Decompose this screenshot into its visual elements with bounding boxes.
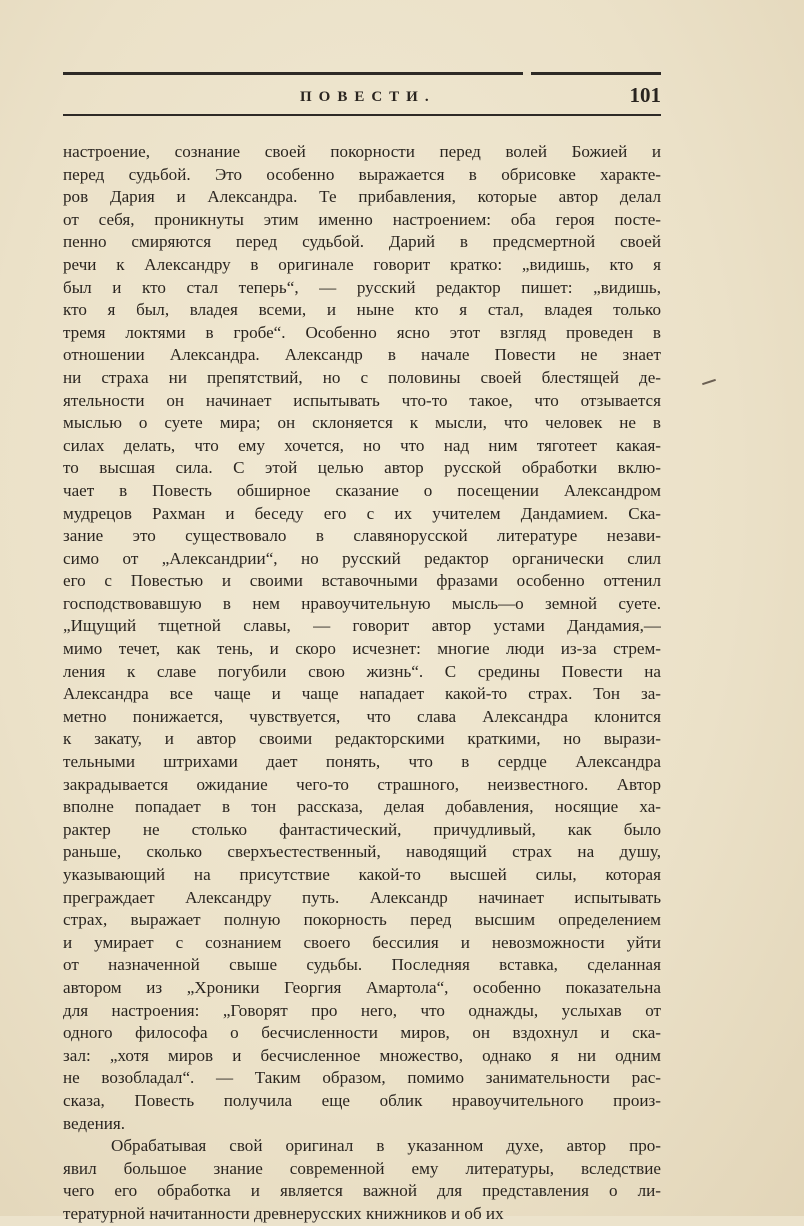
text-line: пенно смиряются перед судьбой. Дарий в предсмертной своей (63, 232, 661, 252)
header-top-rule (63, 72, 661, 75)
text-line: явил большое знание современной ему литературы, вследствие (63, 1158, 661, 1178)
text-line: речи к Александру в оригинале говорит кратко: „видишь, кто я (63, 254, 661, 274)
text-line: чего его обработка и является важной для представления о ли- (63, 1181, 661, 1201)
text-line: и умирает с сознанием своего бессилия и невозможности уйти (63, 932, 661, 952)
text-line: чает в Повесть обширное сказание о посещении Александром (63, 480, 661, 500)
text-line: сказа, Повесть получила еще облик нравоучительного произ- (63, 1090, 661, 1110)
text-line: кто я был, владея всеми, и ныне кто я стал, владея только (63, 300, 661, 320)
header-top-rule-gap (523, 71, 531, 76)
text-line: страх, выражает полную покорность перед высшим определением (63, 910, 661, 930)
text-line: симо от „Александрии“, но русский редактор органически слил (63, 548, 661, 568)
text-line: вполне попадает в тон рассказа, делая добавления, носящие ха- (63, 797, 661, 817)
text-line: одного философа о бесчисленности миров, он вздохнул и ска- (63, 1023, 661, 1043)
text-line: перед судьбой. Это особенно выражается в обрисовке характе- (63, 164, 661, 184)
text-line: ров Дария и Александра. Те прибавления, которые автор делал (63, 187, 661, 207)
text-line: то высшая сила. С этой целью автор русской обработки вклю- (63, 458, 661, 478)
paragraph (63, 141, 661, 1135)
text-line: зание это существовало в славянорусской литературе незави- (63, 526, 661, 546)
text-line: его с Повестью и своими вставочными фразами особенно оттенил (63, 571, 661, 591)
text-line: не возобладал“. — Таким образом, помимо занимательности рас- (63, 1068, 661, 1088)
text-line: ведения. (63, 1113, 126, 1133)
text-line: мыслью о суете мира; он склоняется к мысли, что человек не в (63, 413, 661, 433)
text-line: раньше, сколько сверхъестественный, наводящий страх на душу, (63, 842, 661, 862)
text-line: зал: „хотя миров и бесчисленное множество, однако я ни одним (63, 1045, 661, 1065)
text-line: отношении Александра. Александр в начале Повести не знает (63, 345, 661, 365)
text-line: ятельности он начинает испытывать что-то такое, что отзывается (63, 390, 661, 410)
text-line: закрадывается ожидание чего-то страшного, неизвестного. Автор (63, 774, 661, 794)
text-line: от назначенной свыше судьбы. Последняя вставка, сделанная (63, 955, 661, 975)
header-bottom-rule (63, 114, 661, 116)
text-line: ни страха ни препятствий, но с половины своей блестящей де- (63, 367, 661, 387)
text-line: мудрецов Рахман и беседу его с их учителем Дандамием. Ска- (63, 503, 661, 523)
text-line: указывающий на присутствие какой-то высшей силы, которая (63, 865, 661, 884)
text-line: от себя, проникнуты этим именно настроением: оба героя посте- (63, 209, 661, 229)
paragraph (63, 1135, 661, 1225)
text-line: настроение, сознание своей покорности перед волей Божией и (63, 142, 661, 161)
text-line: мимо течет, как тень, и скоро исчезнет: многие люди из-за стрем- (63, 639, 661, 659)
text-line: преграждает Александру путь. Александр начинает испытывать (63, 887, 661, 907)
text-line: силах делать, что ему хочется, но что над ним тяготеет какая- (63, 435, 661, 455)
text-line: Александра все чаще и чаще нападает какой-то страх. Тон за- (63, 684, 661, 704)
running-title: ПОВЕСТИ. (300, 89, 436, 105)
body-text (63, 141, 661, 1226)
page-number: 101 (629, 83, 661, 107)
text-line: господствовавшую в нем нравоучительную мысль—о земной суете. (63, 593, 661, 613)
margin-pencil-mark (702, 379, 716, 385)
text-line: тельными штрихами дает понять, что в сердце Александра (63, 752, 661, 772)
text-line: Обрабатывая свой оригинал в указанном духе, автор про- (111, 1136, 661, 1156)
text-line: „Ищущий тщетной славы, — говорит автор устами Дандамия,— (63, 616, 661, 636)
text-line: тремя локтями в гробе“. Особенно ясно этот взгляд проведен в (63, 322, 661, 342)
running-header (63, 84, 661, 110)
text-line: был и кто стал теперь“, — русский редактор пишет: „видишь, (63, 277, 661, 297)
text-line: для настроения: „Говорят про него, что однажды, услыхав от (63, 1000, 661, 1020)
text-line: автором из „Хроники Георгия Амартола“, особенно показательна (63, 977, 661, 997)
text-line: тературной начитанности древнерусских книжников и об их (63, 1203, 504, 1223)
text-line: метно понижается, чувствуется, что слава Александра клонится (63, 706, 661, 726)
text-line: ления к славе погубили свою жизнь“. С средины Повести на (63, 661, 661, 681)
text-line: к закату, и автор своими редакторскими краткими, но вырази- (63, 729, 661, 749)
text-line: рактер не столько фантастический, причудливый, как было (63, 819, 661, 839)
